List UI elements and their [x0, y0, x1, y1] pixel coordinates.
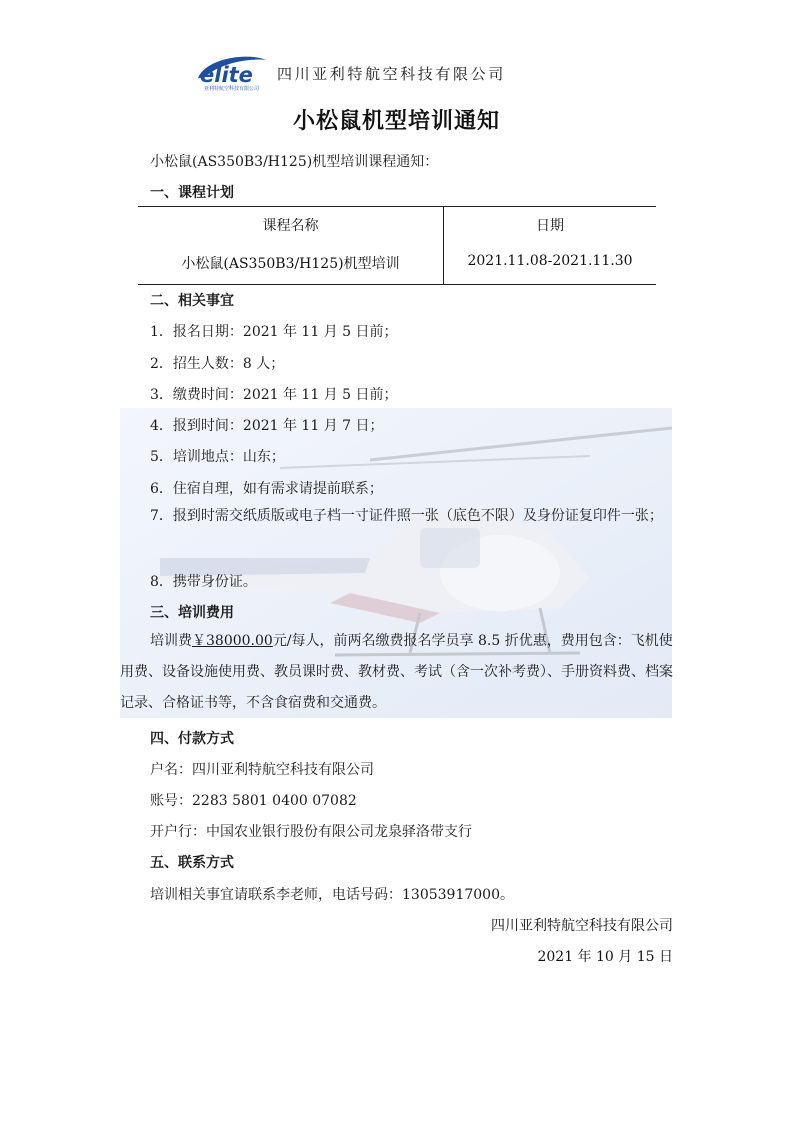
- table-header-course: 课程名称: [262, 218, 319, 234]
- account-name: 户名：四川亚利特航空科技有限公司: [150, 762, 374, 778]
- course-table: [138, 206, 656, 285]
- section-heading-fee: 三、培训费用: [150, 605, 234, 621]
- list-item: 1．报名日期：2021 年 11 月 5 日前；: [150, 324, 398, 340]
- list-item-photo-requirement: 7．报到时需交纸质版或电子档一寸证件照一张（底色不限）及身份证复印件一张；: [150, 508, 663, 524]
- list-item: 6．住宿自理，如有需求请提前联系；: [150, 481, 383, 497]
- list-item: 3．缴费时间：2021 年 11 月 5 日前；: [150, 387, 398, 403]
- section-heading-matters: 二、相关事宜: [150, 293, 234, 309]
- bank-name: 开户行：中国农业银行股份有限公司龙泉驿洛带支行: [150, 824, 472, 840]
- svg-text:elite: elite: [200, 63, 253, 87]
- svg-text:亚利特航空科技有限公司: 亚利特航空科技有限公司: [204, 86, 260, 92]
- signature-date: 2021 年 10 月 15 日: [537, 949, 673, 965]
- table-header-date: 日期: [536, 218, 564, 234]
- list-item: 8．携带身份证。: [150, 574, 257, 590]
- signature-company: 四川亚利特航空科技有限公司: [491, 918, 673, 934]
- section-heading-contact: 五、联系方式: [150, 855, 234, 871]
- list-item: 4．报到时间：2021 年 11 月 7 日；: [150, 418, 384, 434]
- intro-line: 小松鼠(AS350B3/H125)机型培训课程通知：: [150, 154, 439, 170]
- table-cell-date: 2021.11.08-2021.11.30: [467, 253, 633, 269]
- fee-paragraph: 培训费￥38000.00元/每人，前两名缴费报名学员享 8.5 折优惠，费用包含：飞机使用费、设备设施使用费、教员课时费、教材费、考试（含一次补考费）、手册资料费、档案记录、合格证书等，不含食宿费和交通费。: [120, 633, 673, 711]
- fee-amount: ￥38000.00: [192, 633, 273, 649]
- contact-line: 培训相关事宜请联系李老师，电话号码：13053917000。: [150, 887, 514, 903]
- list-item: 2．招生人数：8 人；: [150, 356, 285, 372]
- list-item: 5．培训地点：山东；: [150, 449, 285, 465]
- account-number: 账号：2283 5801 0400 07082: [150, 793, 357, 809]
- section-heading-payment: 四、付款方式: [150, 731, 234, 747]
- company-header: 四川亚利特航空科技有限公司: [277, 65, 506, 83]
- table-cell-course: 小松鼠(AS350B3/H125)机型培训: [181, 256, 400, 272]
- document-title: 小松鼠机型培训通知: [292, 108, 500, 134]
- section-heading-course-plan: 一、课程计划: [150, 185, 234, 201]
- elite-logo: [196, 52, 268, 92]
